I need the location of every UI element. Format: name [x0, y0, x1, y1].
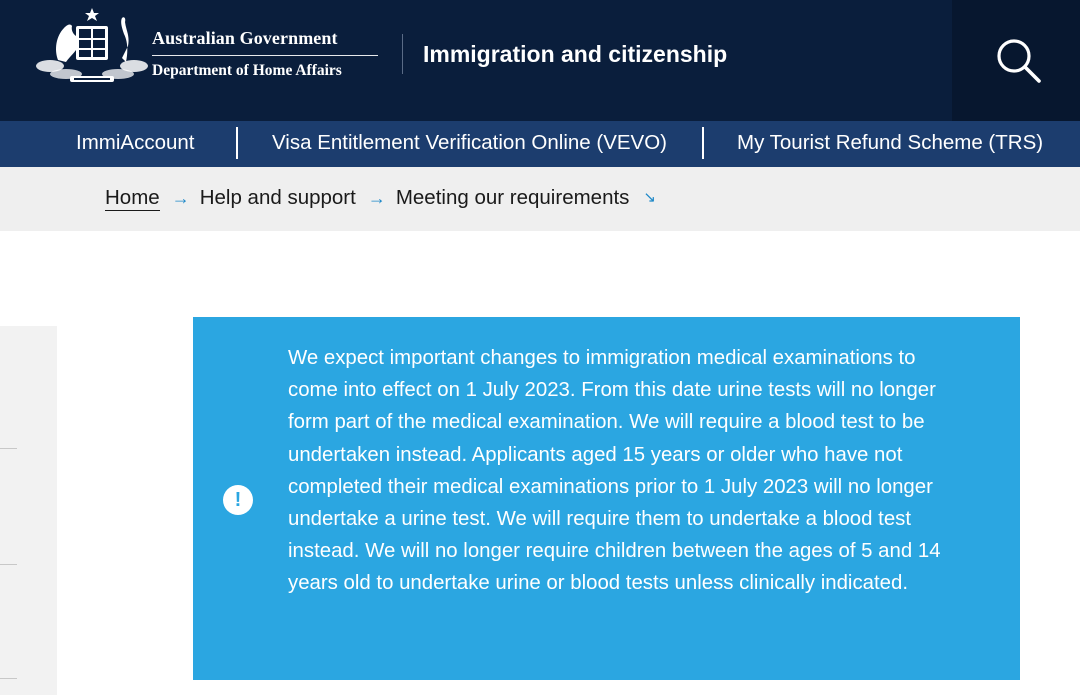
breadcrumb-home[interactable]: Home [105, 185, 160, 209]
sidebar-divider [0, 678, 17, 679]
site-header [0, 0, 1080, 121]
utility-nav-vevo[interactable]: Visa Entitlement Verification Online (VEVO) [272, 131, 667, 154]
utility-nav-separator [702, 127, 704, 159]
breadcrumb-bar [0, 167, 1080, 231]
utility-nav-immiaccount[interactable]: ImmiAccount [76, 131, 195, 154]
site-title[interactable]: Immigration and citizenship [423, 41, 728, 67]
utility-nav [0, 121, 1080, 167]
coat-of-arms-icon [36, 6, 148, 86]
medical-exam-alert [193, 317, 1020, 680]
government-wordmark [152, 27, 378, 80]
wordmark-rule [152, 55, 378, 56]
exclamation-icon: ! [223, 485, 253, 515]
sidebar-divider [0, 448, 17, 449]
breadcrumb-expand-icon[interactable]: ↘ [643, 189, 656, 206]
breadcrumb [105, 185, 656, 211]
department-name: Department of Home Affairs [152, 62, 342, 79]
government-name: Australian Government [152, 28, 338, 48]
breadcrumb-arrow-icon: → [171, 188, 190, 208]
utility-nav-trs[interactable]: My Tourist Refund Scheme (TRS) [737, 131, 1044, 154]
header-divider [402, 34, 403, 74]
sidebar-divider [0, 564, 17, 565]
utility-nav-separator [236, 127, 238, 159]
breadcrumb-current-page: Meeting our requirements [395, 186, 630, 209]
breadcrumb-help-and-support[interactable]: Help and support [199, 186, 356, 209]
breadcrumb-arrow-icon: → [367, 188, 386, 208]
search-icon[interactable] [994, 36, 1042, 84]
alert-message: We expect important changes to immigration medical examinations to come into effect on 1 July 2023. From this date urine tests will no longer form part of the medical examination. We will require a blood test to be undertaken instead. Applicants aged 15 years or older who have not completed their medical examinations prior to 1 July 2023 will no longer undertake a urine test. We will require them to undertake a blood test instead. We will no longer require children between the ages of 5 and 14 years old to undertake urine or blood tests unless clinically indicated. [288, 347, 941, 595]
left-sidebar [0, 326, 57, 695]
